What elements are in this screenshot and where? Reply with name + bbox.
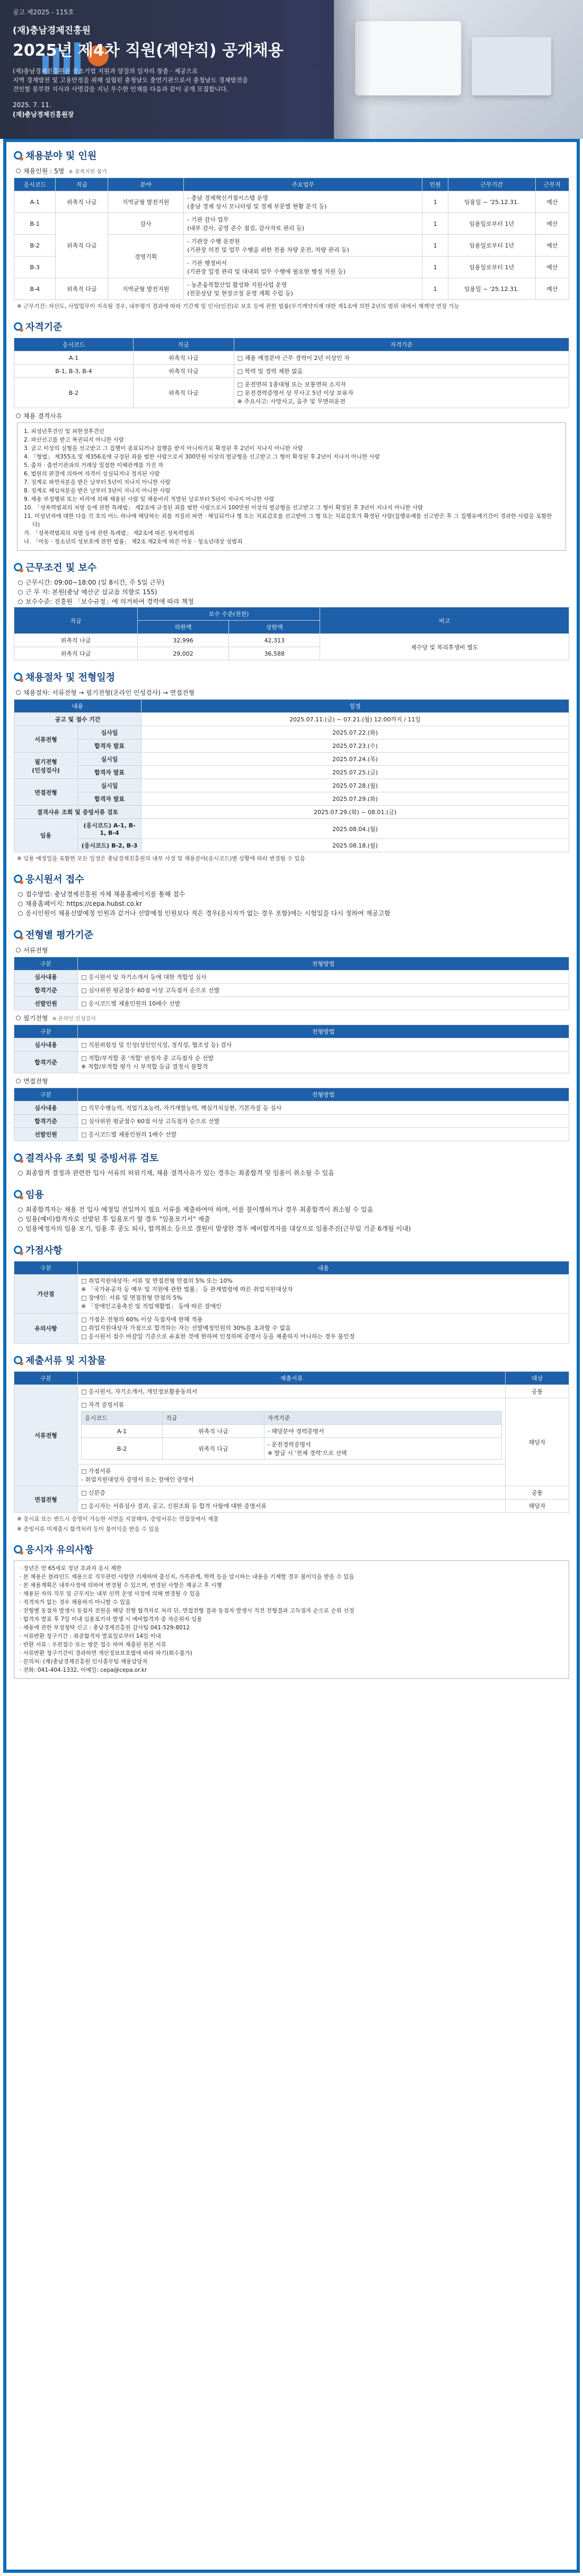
list-item: · 합격자 발표 후 7일 이내 임용포기자 발생 시 예비합격자 중 차순위자 임용 [20,1616,563,1624]
section-conditions [14,560,569,660]
table-cell: 2025.07.28.(월) [142,779,569,792]
appointment-list [18,1205,569,1233]
bonus-table [14,1261,569,1344]
table-cell: 위촉직 나급 [133,351,234,365]
table-cell: □ 채용 예정분야 근무 경력이 2년 이상인 자 [234,351,569,365]
table-cell: A-1 [82,1425,163,1438]
table-cell: 심사일 [78,726,142,739]
disqualification-list [17,422,566,551]
list-text: 임용(예비)합격자로 선발된 후 입용포기 할 경우 "임용포기서" 제출 [25,1215,210,1223]
table-cell: 2025.08.18.(월) [142,839,569,852]
list-text: 응시인원이 채용선발예정 인원과 같거나 선발예정 인원보다 적은 경우(응시자가 없는 경우 포함)에는 시험일을 다시 정하여 재공고함 [25,910,391,917]
list-item: 7. 징계로 파면처분을 받은 날부터 5년이 지나지 아니한 사람 [24,479,171,486]
notes-list [14,1560,569,1679]
sub-note: ※ 중복지원 불가 [68,169,107,175]
section-title [14,1151,569,1165]
table-cell: 위촉직 다급 [14,647,138,660]
list-item: 9. 채용 부정행위 또는 비리에 의해 채용된 사람 및 채용비리 적발된 날로부터 5년이 지나지 아니한 사람 [24,496,275,502]
list-item [18,1215,569,1224]
table-cell: 실시일 [78,753,142,766]
table-cell: 공통 [506,1486,569,1499]
section-title-text: 전형별 평가기준 [25,930,93,941]
circle-bullet-icon [16,948,21,952]
list-item: 3. 금고 이상의 실형을 선고받고 그 집행이 종료되거나 집행을 받지 아니하기로 확정된 후 2년이 지나지 아니한 사람 [24,445,303,452]
table-header: 근무기간 [448,178,535,191]
table-cell: 2025.07.11.(금) ~ 07.21.(월) 12:00까지 / 11일 [142,713,569,726]
table-cell: 서류전형 [14,726,78,753]
list-text: 근무시간: 09:00~18:00 (일 8시간, 주 5일 근무) [25,579,165,586]
list-item: · 본 채용은 블라인드 채용으로 직무관련 사항만 기재하며 출신지, 가족관계, 학력 등을 암시하는 내용을 기재할 경우 불이익을 받을 수 있음 [20,1573,563,1581]
table-header: 직급 [56,178,108,191]
table-cell: (응시코드) B-2, B-3 [78,839,142,852]
table-cell: 36,588 [229,647,320,660]
list-item: · 반환 서류 : 우편접수 또는 방문 접수 하여 제출된 원본 서류 [20,1641,563,1649]
circle-bullet-icon [18,1171,23,1176]
table-cell: □ 취업지원대상자: 서류 및 면접전형 만점의 5% 또는 10% ※ 「국가유공자 등 예우 및 지원에 관한 법률」 등 관계법령에 따른 취업지원대상자 □ 장애인: 서류 및 면접전형 만점의 5% ※ 「장애인고용촉진 및 직업재활법」 등에 따른 장애인 [78,1275,569,1313]
table-cell: 면접전형 [14,779,78,806]
table-header: 하한액 [137,621,228,634]
circle-bullet-icon [18,902,23,906]
sub-heading [16,688,569,697]
written-test-table [14,1025,569,1073]
verification-list [18,1169,569,1178]
section-application [14,872,569,918]
table-cell: 필기전형 (인성검사) [14,753,78,779]
table-cell: 예산 [535,278,569,300]
table-cell [78,1398,506,1465]
table-cell: 위촉직 다급 [162,1438,264,1460]
table-cell: □ 응시원서, 자기소개서, 개인정보활용동의서 [78,1385,506,1398]
table-cell: 2025.07.22.(화) [142,726,569,739]
circle-bullet-icon [18,1207,23,1212]
section-title [14,1243,569,1257]
table-cell: 유의사항 [14,1313,78,1344]
table-cell: 심사내용 [14,1101,78,1115]
table-cell: A-1 [14,351,134,365]
notice-date: 2025. 7. 11. [13,101,51,109]
sub-heading [16,946,569,955]
circle-bullet-icon [18,599,23,604]
table-cell: - 기관 감사 업무 (내부 감사, 공영 준수 점검, 감사자료 관리 등) [184,213,422,235]
table-cell: □ 응시코드별 채용인원의 10배수 선발 [78,997,569,1010]
table-cell: □ 응시자는 서류심사 결과, 공고, 신원조회 등 합격 사항에 대한 증명서류 [78,1499,506,1513]
table-cell: 선발인원 [14,997,78,1010]
table-cell: B-2 [82,1438,163,1460]
table-cell: 합격기준 [14,984,78,997]
signature: (재)충남경제진흥원장 [13,111,74,118]
table-cell: 위촉직 나급 [56,191,108,213]
section-title [14,1542,569,1556]
table-cell: 서류전형 [14,1385,78,1486]
desc-line: 견인할 풍부한 지식과 사명감을 지닌 우수한 인재를 다음과 같이 공개 모집합니다. [13,85,228,93]
list-item: · 전화: 041-404-1332, 이메일: cepa@cepa.or.kr [20,1666,563,1674]
list-item: · 본 채용계획은 내부사정에 의하여 변경될 수 있으며, 변경된 사항은 재공고 후 시행 [20,1582,563,1590]
section-title [14,320,569,333]
table-header: 인원 [422,178,448,191]
content-frame [3,139,580,2573]
table-cell: 해당자 [506,1499,569,1513]
table-cell: 2025.07.23.(수) [142,739,569,753]
section-title [14,1187,569,1201]
list-item [18,597,569,606]
circle-bullet-icon [16,690,21,695]
table-cell: 예산 [535,235,569,257]
schedule-table [14,699,569,852]
table-cell: - 충남 경제혁신거점시스템 운영 (충남 경제 상시 모니터링 및 경제 부문별 현황 분석 등) [184,191,422,213]
table-cell: □ 직무수행능력, 직업기초능력, 자기개발능력, 핵심가치실현, 기본자질 등 심사 [78,1101,569,1115]
table-header: 직급 [162,1411,264,1425]
section-title-text: 채용절차 및 전형일정 [25,672,116,683]
table-cell: 예산 [535,191,569,213]
hero-text [13,7,341,119]
section-title [14,670,569,684]
table-header: 자격기준 [234,338,569,351]
table-header: 전형방법 [78,957,569,971]
table-cell: 심사내용 [14,971,78,984]
table-header: 내용 [78,1261,569,1275]
table-cell: - 기관 행정비서 (기관장 일정 관리 및 대내외 업무 수행에 필요한 행정 지원 등) [184,257,422,278]
table-header: 응시코드 [14,178,56,191]
table-cell: 임용일로부터 1년 [448,213,535,235]
circle-bullet-icon [16,1079,21,1083]
table-cell: 심사내용 [14,1038,78,1052]
list-item [18,890,569,899]
table-header: 직급 [14,607,138,634]
table-header: 응시코드 [82,1411,163,1425]
list-item: · 정년은 만 65세로 정년 초과자 응시 제한 [20,1565,563,1573]
doc-item: □ 자격 증빙서류 [81,1401,125,1408]
circle-bullet-icon [18,892,23,897]
table-cell: 감사 [108,213,183,235]
table-cell: □ 응시원서 및 자기소개서 등에 대한 적합성 심사 [78,971,569,984]
section-icon [14,1153,22,1162]
circle-bullet-icon [16,169,21,173]
doc-item: □ 가점서류 [81,1468,111,1475]
section-title-text: 근무조건 및 보수 [25,562,97,574]
table-cell: B-1 [14,213,56,235]
section-icon [14,673,22,681]
section-notes [14,1542,569,1679]
list-text: 보수수준: 진흥원 「보수규정」에 의거하여 경력에 따라 책정 [25,598,194,605]
application-list [18,890,569,918]
list-item: · 전형별 동점자 발생시 동점자 전원을 해당 전형 합격자로 처리 단, 면접전형 결과 동점자 발생시 직전 전형결과 고득점자 순으로 순위 선정 [20,1607,563,1615]
section-icon [14,930,22,939]
hero-banner [0,0,583,139]
list-item: 4. 「형법」 제355조 및 제356조에 규정된 죄를 범한 사람으로서 300만원 이상의 벌금형을 선고받고 그 형이 확정된 후 2년이 지나지 아니한 사람 [24,454,380,460]
conditions-list [18,578,569,606]
table-cell: 합격기준 [14,1052,78,1073]
table-cell: 32,996 [137,634,228,647]
table-cell: 면접전형 [14,1486,78,1513]
circle-bullet-icon [18,911,23,916]
table-cell: □ 가점은 전형의 60% 이상 득점자에 한해 적용 □ 취업지원대상자 가점으로 합격하는 자는 선발예정인원의 30%를 초과할 수 없음 □ 응시원서 접수 마감일 기준으로 유효한 것에 한하며 인정하며 증명서 등을 제출하지 아니하는 경우 불인정 [78,1313,569,1344]
table-cell: 1 [422,213,448,235]
table-cell: 합격자 발표 [78,766,142,779]
section-criteria [14,928,569,1141]
table-cell: 1 [422,191,448,213]
table-cell: 예산 [535,213,569,235]
list-item: 가. 「성폭력범죄의 처벌 등에 관한 특례법」 제2조에 따른 성폭력범죄 [24,530,195,536]
footnote: ※ 증빙서류 미제출시 합격처리 등이 불이익을 받을 수 있음 [17,1526,160,1532]
table-cell: (응시코드) A-1, B-1, B-4 [78,819,142,839]
section-bonus [14,1243,569,1344]
circle-bullet-icon [18,590,23,595]
table-header: 구분 [14,1088,78,1101]
list-item: · 채용된 자의 직무 및 근무지는 내부 인력 운영 사정에 의해 변경될 수 있음 [20,1590,563,1598]
section-qualifications [14,320,569,551]
section-schedule [14,670,569,862]
table-header: 보수 수준(천원) [137,607,320,621]
list-text: 임용예정자의 임용 포기, 임용 후 중도 퇴사, 합격취소 등으로 결원이 발생한 경우 예비합격자를 대상으로 임용추진(근무일 기준 6개월 이내) [25,1225,411,1232]
list-text: 최종합격 결정과 관련한 입사 서류의 허위기재, 채용 결격사유가 있는 경우는 최종합격 및 임용이 취소될 수 있음 [25,1169,334,1177]
sub-text: 서류전형 [23,947,48,954]
list-item: · 서류반환 청구기간 : 최종합격자 발표일로부터 14일 이내 [20,1633,563,1640]
table-cell: □ 학력 및 경력 제한 없음 [234,365,569,378]
section-icon [14,322,22,331]
table-cell: - 해당분야 경력증명서 [264,1425,501,1438]
circle-bullet-icon [18,580,23,585]
table-header: 제출서류 [78,1372,506,1385]
list-item: 6. 법원의 판결에 의하여 자격이 상실되거나 정지된 사람 [24,471,160,477]
sub-text: 채용인원 : 5명 [23,167,65,175]
section-positions [14,148,569,310]
table-cell: 실시일 [78,779,142,792]
table-header: 비고 [320,607,569,634]
section-icon [14,1356,22,1364]
interview-table [14,1088,569,1141]
section-title-text: 임용 [25,1189,44,1201]
table-cell: B-2 [14,378,134,408]
section-title-text: 응시자 유의사항 [25,1545,93,1556]
table-header: 분야 [108,178,183,191]
table-cell: 2025.07.29.(화) ~ 08.01.(금) [142,806,569,819]
table-header: 상한액 [229,621,320,634]
table-cell: □ 운전면허 1종대형 또는 보통면허 소지자 □ 운전경력증명서 상 무사고 5년 이상 보유자 ※ 주요사고: 사망사고, 음주 및 무면허운전 [234,378,569,408]
section-title [14,1353,569,1367]
table-cell: 1 [422,278,448,300]
table-cell: 1 [422,235,448,257]
table-header: 전형방법 [78,1025,569,1038]
section-title [14,148,569,162]
table-cell: 2025.08.04.(월) [142,819,569,839]
list-item: 8. 징계로 해임처분을 받은 날부터 3년이 지나지 아니한 사람 [24,488,171,494]
table-cell: 지역균형 발전지원 [108,191,183,213]
table-header: 일정 [142,700,569,713]
table-cell: 임용일 ~ '25.12.31. [448,278,535,300]
section-title-text: 응시원서 접수 [25,874,84,885]
table-cell: □ 직원위험성 및 인성(성인인식성, 정직성, 협조성 등) 검사 [78,1038,569,1052]
table-cell: 결격사유 조회 및 증빙서류 검토 [14,806,142,819]
org-name: (재)충남경제진흥원 [13,25,91,36]
circle-bullet-icon [18,1227,23,1231]
circle-bullet-icon [16,413,21,418]
desc-line: (재)충남경제진흥원은 중소기업 지원과 양질의 일자리 창출 · 제공으로 [13,67,198,75]
table-cell: 선발인원 [14,1128,78,1141]
section-title [14,560,569,574]
table-cell: 42,313 [229,634,320,647]
section-title-text: 채용분야 및 인원 [25,151,97,162]
table-header: 근무지 [535,178,569,191]
table-cell: 위촉직 다급 [56,278,108,300]
table-cell: 2025.07.24.(목) [142,753,569,766]
table-cell: 지역균형 발전지원 [108,278,183,300]
list-item: 10. 「성폭력범죄의 처벌 등에 관한 특례법」 제2조에 규정된 죄를 범한 사람으로서 100만원 이상의 벌금형을 선고받고 그 형이 확정된 후 3년이 지나지 아니한 사람 [24,505,423,511]
list-text: 접수방법: 충남경제진흥원 자체 채용홈페이지를 통해 접수 [25,890,186,898]
sub-heading [16,166,569,175]
table-header: 자격기준 [264,1411,501,1425]
table-cell: 임용일 ~ '25.12.31. [448,191,535,213]
section-title-text: 자격기준 [25,322,63,333]
list-item: 11. 미성년자에 대한 다음 각 호의 어느 하나에 해당하는 죄를 저질러 파면 · 해임되거나 형 또는 치료감호를 선고받아 그 형 또는 치료감호가 확정된 사람(집행유예를 선고받은 후 그 집행유예기간이 경과한 사람을 포함한다) [24,513,552,528]
table-cell: 임용일로부터 1년 [448,257,535,278]
table-cell: 경영기획 [108,235,183,278]
table-cell [78,1465,506,1486]
table-cell: A-1 [14,191,56,213]
section-documents [14,1353,569,1533]
list-item: 나. 「아동 · 청소년의 성보호에 관한 법률」 제2조 제2호에 따른 아동 · 청소년대상 성범죄 [24,539,243,545]
table-cell: 공고 및 접수 기간 [14,713,142,726]
table-cell: 위촉직 다급 [56,213,108,278]
section-icon [14,563,22,571]
table-cell: 해당자 [506,1398,569,1486]
table-cell: B-2 [14,235,56,257]
sub-note: ※ 온라인 인성검사 [52,1016,96,1022]
table-cell: □ 심사위원 평균점수 60점 이상 고득점자 순으로 선발 [78,984,569,997]
section-appointment [14,1187,569,1233]
section-verification [14,1151,569,1178]
table-cell: 위촉직 나급 [162,1425,264,1438]
list-item: 5. 출자 · 출연기관과의 거래상 밀접한 이해관계를 가진 자 [24,462,164,469]
list-text: 근 무 지: 본원(충남 예산군 삽교읍 의향로 155) [25,588,157,596]
table-cell: □ 신분증 [78,1486,506,1499]
sub-heading [16,411,569,420]
sub-heading [16,1013,569,1022]
desc-line: 지역 경제발전 및 고용안정을 위해 설립된 충청남도 출연기관으로서 충청남도 경제발전을 [13,76,248,84]
list-item: · 채용에 관한 부정청탁 신고 : 충남경제진흥원 감사팀 041-529-8012 [20,1624,563,1632]
table-header: 전형방법 [78,1088,569,1101]
table-cell: □ 적합/부적합 중 '적합' 판정자 중 고득점자 순 선발 ※ 적합/부적합 평가 시 부적합 등급 결정시 불합격 [78,1052,569,1073]
table-header: 대상 [506,1372,569,1385]
footnote: ※ 응시표 또는 반드시 증명이 가능한 서면을 지참해야, 증빙서류는 면접장에서 제출 [17,1516,219,1522]
sub-text: 채용 결격사유 [23,412,63,420]
section-icon [14,1246,22,1254]
table-cell: 임용 [14,819,78,852]
table-cell: 위촉직 나급 [14,634,138,647]
list-item: · 서류반환 청구기간이 경과하면 개인정보보호법에 따라 파기(회수불가) [20,1649,563,1657]
list-item: 1. 피성년후견인 및 피한정후견인 [24,428,104,435]
table-header: 주요업무 [184,178,422,191]
table-cell: B-4 [14,278,56,300]
section-title-text: 결격사유 조회 및 증빙서류 검토 [25,1153,159,1164]
table-cell: 예산 [535,257,569,278]
table-cell: - 기관장 수행 운전원 (기관장 의전 및 업무 수행을 위한 전용 차량 운전, 차량 관리 등) [184,235,422,257]
table-cell: 위촉직 다급 [133,378,234,408]
section-title [14,872,569,886]
table-cell: 2025.07.25.(금) [142,766,569,779]
table-cell: □ 응시코드별 채용인원의 1배수 선발 [78,1128,569,1141]
table-cell: 1 [422,257,448,278]
list-item: · 적격자가 없는 경우 채용하지 아니할 수 있음 [20,1599,563,1607]
list-item [18,1169,569,1178]
hero-description [13,67,341,94]
section-title [14,928,569,941]
table-header: 구분 [14,1261,78,1275]
positions-table [14,178,569,300]
list-item [18,588,569,597]
table-header: 내용 [14,700,142,713]
notice-number: 공고 제2025 - 115호 [13,8,74,16]
table-cell: 2025.07.29.(화) [142,792,569,806]
footnote: ※ 근무기간: 자산도, 사업업무이 지속될 경우, 내부평가 결과에 따라 기간제 및 인사(인건)로 보호 등에 관한 법률(무기계약지재 대한 제1조에 의한 2년의 범위 내에서 재계약 연장 가능 [17,303,460,310]
table-header: 응시코드 [14,338,134,351]
document-screening-table [14,957,569,1010]
circle-bullet-icon [16,1016,21,1020]
section-title-text: 제출서류 및 지참물 [25,1355,106,1366]
list-item [18,1205,569,1214]
table-cell: 위촉직 다급 [133,365,234,378]
table-header: 구분 [14,1025,78,1038]
homepage-link[interactable]: 채용홈페이지: https://cepa.hubst.co.kr [25,900,143,907]
section-icon [14,1545,22,1554]
table-cell: B-3 [14,257,56,278]
table-cell: B-1, B-3, B-4 [14,365,134,378]
table-header: 직급 [133,338,234,351]
doc-item: - 취업지원대상자 증명서 또는 장애인 증명서 [81,1476,194,1483]
table-header: 구분 [14,957,78,971]
sub-text: 필기전형 [23,1014,48,1022]
table-cell: 합격자 발표 [78,792,142,806]
list-item [18,578,569,587]
table-cell: 합격기준 [14,1115,78,1128]
list-item[interactable] [18,899,569,908]
table-cell: 임용일로부터 1년 [448,235,535,257]
sub-heading [16,1077,569,1086]
documents-table [14,1371,569,1513]
table-cell: 제수당 및 복리후생비 별도 [320,634,569,660]
sub-text: 채용절차: 서류전형 → 필기전형(온라인 인성검사) → 면접전형 [23,689,195,696]
table-cell: 합격자 발표 [78,739,142,753]
list-item [18,909,569,918]
footnote: ※ 임용 예정일을 포함한 모든 일정은 충남경제진흥원의 내부 사정 및 채용분야(응시코드)별 상황에 따라 변경될 수 있음 [17,855,305,862]
qualification-table [14,338,569,408]
table-cell: □ 심사위원 평균점수 60점 이상 고득점자 순으로 선발 [78,1115,569,1128]
pay-table [14,607,569,660]
table-cell: 공통 [506,1385,569,1398]
circle-bullet-icon [18,1217,23,1222]
inner-doc-table [81,1411,502,1460]
list-text: 최종합격자는 채용 전 입사 예정일 전일까지 필요 서류를 제출하여야 하며, 이를 불이행하거나 경우 최종합격이 취소될 수 있음 [25,1206,374,1213]
table-cell: 29,002 [137,647,228,660]
page-title: 2025년 제4차 직원(계약직) 공개채용 [13,41,284,60]
section-title-text: 가점사항 [25,1245,63,1256]
table-cell: - 운전경력증명서 ※ 발급 시 '전체 경력'으로 선택 [264,1438,501,1460]
table-cell: 가산점 [14,1275,78,1313]
list-item: 2. 파산선고를 받고 복권되지 아니한 사람 [24,437,124,443]
list-item [18,1224,569,1233]
list-item: · 문의처: (재)충남경제진흥원 인사총무팀 채용담당자 [20,1658,563,1666]
table-cell: - 농촌융복합산업 활성화 지원사업 운영 (전문상담 및 현장코칭 운영 계획 수립 등) [184,278,422,300]
section-icon [14,875,22,883]
table-header: 구분 [14,1372,78,1385]
section-icon [14,151,22,160]
sub-text: 면접전형 [23,1078,48,1085]
section-icon [14,1190,22,1198]
hero-photo [334,0,583,139]
